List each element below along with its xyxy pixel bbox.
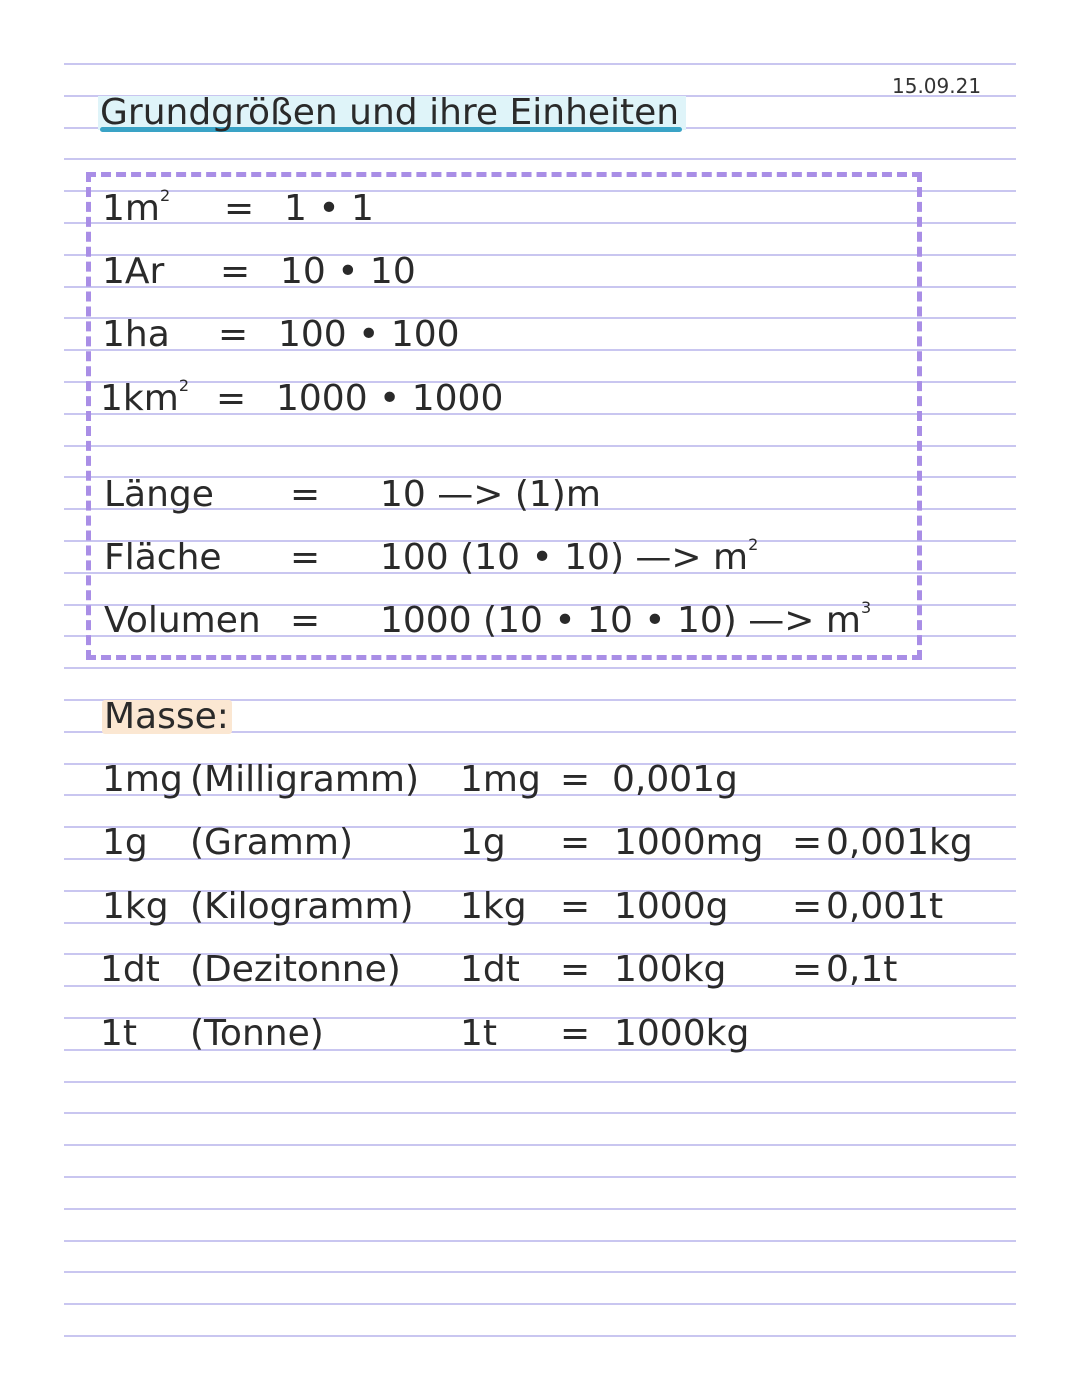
mass-heading: Masse: bbox=[104, 696, 229, 737]
area-unit-value: 1 • 1 bbox=[284, 188, 374, 229]
equals-sign: = bbox=[220, 251, 251, 292]
mass-unit: 1t bbox=[460, 1013, 498, 1054]
dimension-label: Volumen bbox=[104, 600, 261, 641]
equals-sign: = bbox=[560, 1013, 591, 1054]
area-unit-value: 10 • 10 bbox=[280, 251, 416, 292]
equals-sign: = bbox=[792, 886, 823, 927]
equals-sign: = bbox=[216, 378, 247, 419]
dimension-label: Fläche bbox=[104, 537, 222, 578]
mass-value: 1000mg bbox=[614, 822, 764, 863]
area-unit-value: 100 • 100 bbox=[278, 314, 460, 355]
mass-value-alt: 0,001kg bbox=[826, 822, 973, 863]
equals-sign: = bbox=[290, 600, 321, 641]
mass-abbr: 1t bbox=[100, 1013, 138, 1054]
area-unit-label: $1m^2$ bbox=[102, 186, 171, 229]
equals-sign: = bbox=[560, 759, 591, 800]
mass-unit: 1kg bbox=[460, 886, 527, 927]
mass-unit: 1dt bbox=[460, 949, 520, 990]
area-unit-value: 1000 • 1000 bbox=[276, 378, 504, 419]
mass-name: (Dezitonne) bbox=[190, 949, 401, 990]
mass-value: 0,001g bbox=[612, 759, 738, 800]
mass-value: 100kg bbox=[614, 949, 727, 990]
mass-value-alt: 0,1t bbox=[826, 949, 898, 990]
equals-sign: = bbox=[560, 822, 591, 863]
mass-name: (Kilogramm) bbox=[190, 886, 414, 927]
equals-sign: = bbox=[792, 822, 823, 863]
mass-abbr: 1g bbox=[102, 822, 148, 863]
note-date: 15.09.21 bbox=[892, 74, 982, 98]
mass-value: 1000kg bbox=[614, 1013, 750, 1054]
equals-sign: = bbox=[290, 537, 321, 578]
mass-value: 1000g bbox=[614, 886, 729, 927]
equals-sign: = bbox=[218, 314, 249, 355]
area-unit-label: $1km^2$ bbox=[100, 376, 190, 419]
mass-unit: 1g bbox=[460, 822, 506, 863]
mass-abbr: 1kg bbox=[102, 886, 169, 927]
dimension-label: Länge bbox=[104, 474, 214, 515]
mass-unit: 1mg bbox=[460, 759, 541, 800]
area-unit-label: 1Ar bbox=[102, 251, 165, 292]
mass-abbr: 1dt bbox=[100, 949, 160, 990]
equals-sign: = bbox=[560, 886, 591, 927]
dimension-value: 10 —> (1)m bbox=[380, 474, 601, 515]
dimension-value: 100 (10 • 10) —> $m^2$ bbox=[380, 535, 759, 578]
mass-name: (Tonne) bbox=[190, 1013, 324, 1054]
equals-sign: = bbox=[224, 188, 255, 229]
mass-abbr: 1mg bbox=[102, 759, 183, 800]
units-box bbox=[86, 172, 922, 660]
area-unit-label: 1ha bbox=[102, 314, 170, 355]
equals-sign: = bbox=[290, 474, 321, 515]
mass-value-alt: 0,001t bbox=[826, 886, 944, 927]
mass-name: (Gramm) bbox=[190, 822, 353, 863]
equals-sign: = bbox=[560, 949, 591, 990]
page-title: Grundgrößen und ihre Einheiten bbox=[100, 92, 680, 133]
equals-sign: = bbox=[792, 949, 823, 990]
dimension-value: 1000 (10 • 10 • 10) —> $m^3$ bbox=[380, 598, 872, 641]
mass-name: (Milligramm) bbox=[190, 759, 420, 800]
